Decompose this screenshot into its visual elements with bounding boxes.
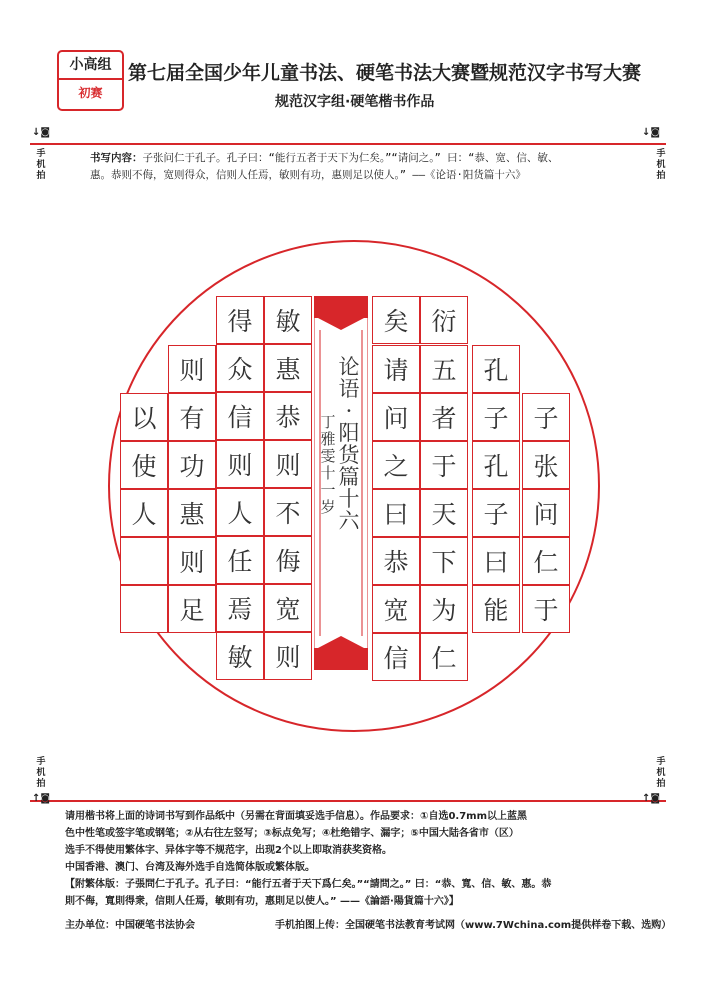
- grid-cell: 者: [420, 393, 468, 441]
- banner-signature: 丁雅雯十一岁: [320, 413, 336, 516]
- top-border-line: [30, 143, 666, 145]
- grid-cell: 惠: [168, 489, 216, 537]
- grid-cell: 不: [264, 488, 312, 536]
- grid-cell: 则: [216, 440, 264, 488]
- grid-cell: [120, 537, 168, 585]
- grid-cell: 信: [372, 633, 420, 681]
- grid-cell: 敏: [216, 632, 264, 680]
- badge-round-label: 初赛: [78, 86, 103, 100]
- grid-cell: 恭: [264, 392, 312, 440]
- grid-cell: 功: [168, 441, 216, 489]
- instructions-line-6: 則不侮，寬則得衆，信則人任焉，敏則有功，惠則足以使人。” ——《論語·陽貨篇十六》】: [65, 896, 459, 907]
- grid-cell: 得: [216, 296, 264, 344]
- grid-cell: 人: [216, 488, 264, 536]
- side-label-top-right: 手机拍: [656, 149, 666, 181]
- organizer: 主办单位：中国硬笔书法协会: [65, 920, 195, 931]
- grid-cell: 则: [168, 345, 216, 393]
- content-label: 书写内容：: [90, 152, 143, 164]
- grid-cell: 则: [264, 632, 312, 680]
- bottom-border-line: [30, 800, 666, 802]
- side-label-bottom-left: 手机拍: [36, 757, 46, 789]
- badge-group-label: 小高组: [69, 57, 112, 73]
- grid-cell: 曰: [472, 537, 520, 585]
- grid-cell: 为: [420, 585, 468, 633]
- grid-cell: 众: [216, 344, 264, 392]
- content-line-2: 惠。恭则不侮，宽则得众，信则人任焉，敏则有功，惠则足以使人。” ——《论语·阳货篇十六》: [90, 169, 526, 181]
- side-label-bottom-right: 手机拍: [656, 757, 666, 789]
- grid-cell: 惠: [264, 344, 312, 392]
- grid-cell: 使: [120, 441, 168, 489]
- grid-cell: 子: [472, 489, 520, 537]
- grid-cell: 仁: [420, 633, 468, 681]
- grid-cell: 任: [216, 536, 264, 584]
- grid-cell: 问: [372, 393, 420, 441]
- grid-cell: 以: [120, 393, 168, 441]
- grid-cell: 于: [420, 441, 468, 489]
- grid-cell: 孔: [472, 345, 520, 393]
- page-subtitle: 规范汉字组·硬笔楷书作品: [275, 94, 435, 110]
- page-title: 第七届全国少年儿童书法、硬笔书法大赛暨规范汉字书写大赛: [128, 62, 642, 84]
- grid-cell: 信: [216, 392, 264, 440]
- writing-content: [90, 150, 650, 184]
- instructions-line-3: 选手不得使用繁体字、异体字等不规范字，出现2个以上即取消获奖资格。: [65, 845, 392, 856]
- grid-cell: 足: [168, 585, 216, 633]
- grid-cell: 孔: [472, 441, 520, 489]
- grid-cell: 下: [420, 537, 468, 585]
- grid-cell: 于: [522, 585, 570, 633]
- grid-cell: 衍: [420, 296, 468, 344]
- grid-cell: 问: [522, 489, 570, 537]
- grid-cell: 子: [522, 393, 570, 441]
- grid-cell: 张: [522, 441, 570, 489]
- camera-icon-bottom-right: ↑◙: [642, 793, 661, 804]
- grid-cell: 宽: [372, 585, 420, 633]
- camera-icon-bottom-left: ↑◙: [32, 793, 51, 804]
- badge-divider: [59, 78, 122, 80]
- instructions-line-4: 中国香港、澳门、台湾及海外选手自选简体版或繁体版。: [65, 862, 315, 873]
- grid-cell: 敏: [264, 296, 312, 344]
- banner-title: 论语·阳货篇十六: [338, 355, 360, 533]
- grid-cell: 恭: [372, 537, 420, 585]
- instructions-line-5: 【附繁体版：子張問仁于孔子。孔子曰：“能行五者于天下爲仁矣。”“請問之。” 曰：“恭、寬、信、敏、惠。恭: [65, 879, 552, 890]
- grid-cell: 宽: [264, 584, 312, 632]
- grid-cell: 焉: [216, 584, 264, 632]
- grid-cell: 则: [168, 537, 216, 585]
- camera-icon-top-right: ↓◙: [642, 127, 661, 138]
- grid-cell: 之: [372, 441, 420, 489]
- camera-icon-top-left: ↓◙: [32, 127, 51, 138]
- upload-info: 手机拍图上传：全国硬笔书法教育考试网（www.7Wchina.com提供样卷下载、选购）: [275, 920, 672, 931]
- grid-cell: 侮: [264, 536, 312, 584]
- grid-cell: 矣: [372, 296, 420, 344]
- instructions-line-1: 请用楷书将上面的诗词书写到作品纸中（另需在背面填妥选手信息）。作品要求：①自选0.7mm以上蓝黑: [65, 811, 528, 822]
- grid-cell: 则: [264, 440, 312, 488]
- instructions-line-2: 色中性笔或签字笔或钢笔；②从右往左竖写；③标点免写；④杜绝错字、漏字；⑤中国大陆各省市（区）: [65, 828, 519, 839]
- grid-cell: 子: [472, 393, 520, 441]
- grid-cell: [120, 585, 168, 633]
- content-line-1: 子张问仁于孔子。孔子曰：“能行五者于天下为仁矣。”“请问之。” 曰：“恭、宽、信、敏、: [142, 152, 559, 164]
- group-badge: [57, 50, 124, 111]
- grid-cell: 五: [420, 345, 468, 393]
- grid-cell: 人: [120, 489, 168, 537]
- grid-cell: 有: [168, 393, 216, 441]
- grid-cell: 请: [372, 345, 420, 393]
- title-banner: [314, 296, 368, 670]
- grid-cell: 仁: [522, 537, 570, 585]
- side-label-top-left: 手机拍: [36, 149, 46, 181]
- grid-cell: 能: [472, 585, 520, 633]
- grid-cell: 曰: [372, 489, 420, 537]
- instructions: [65, 808, 645, 910]
- grid-cell: 天: [420, 489, 468, 537]
